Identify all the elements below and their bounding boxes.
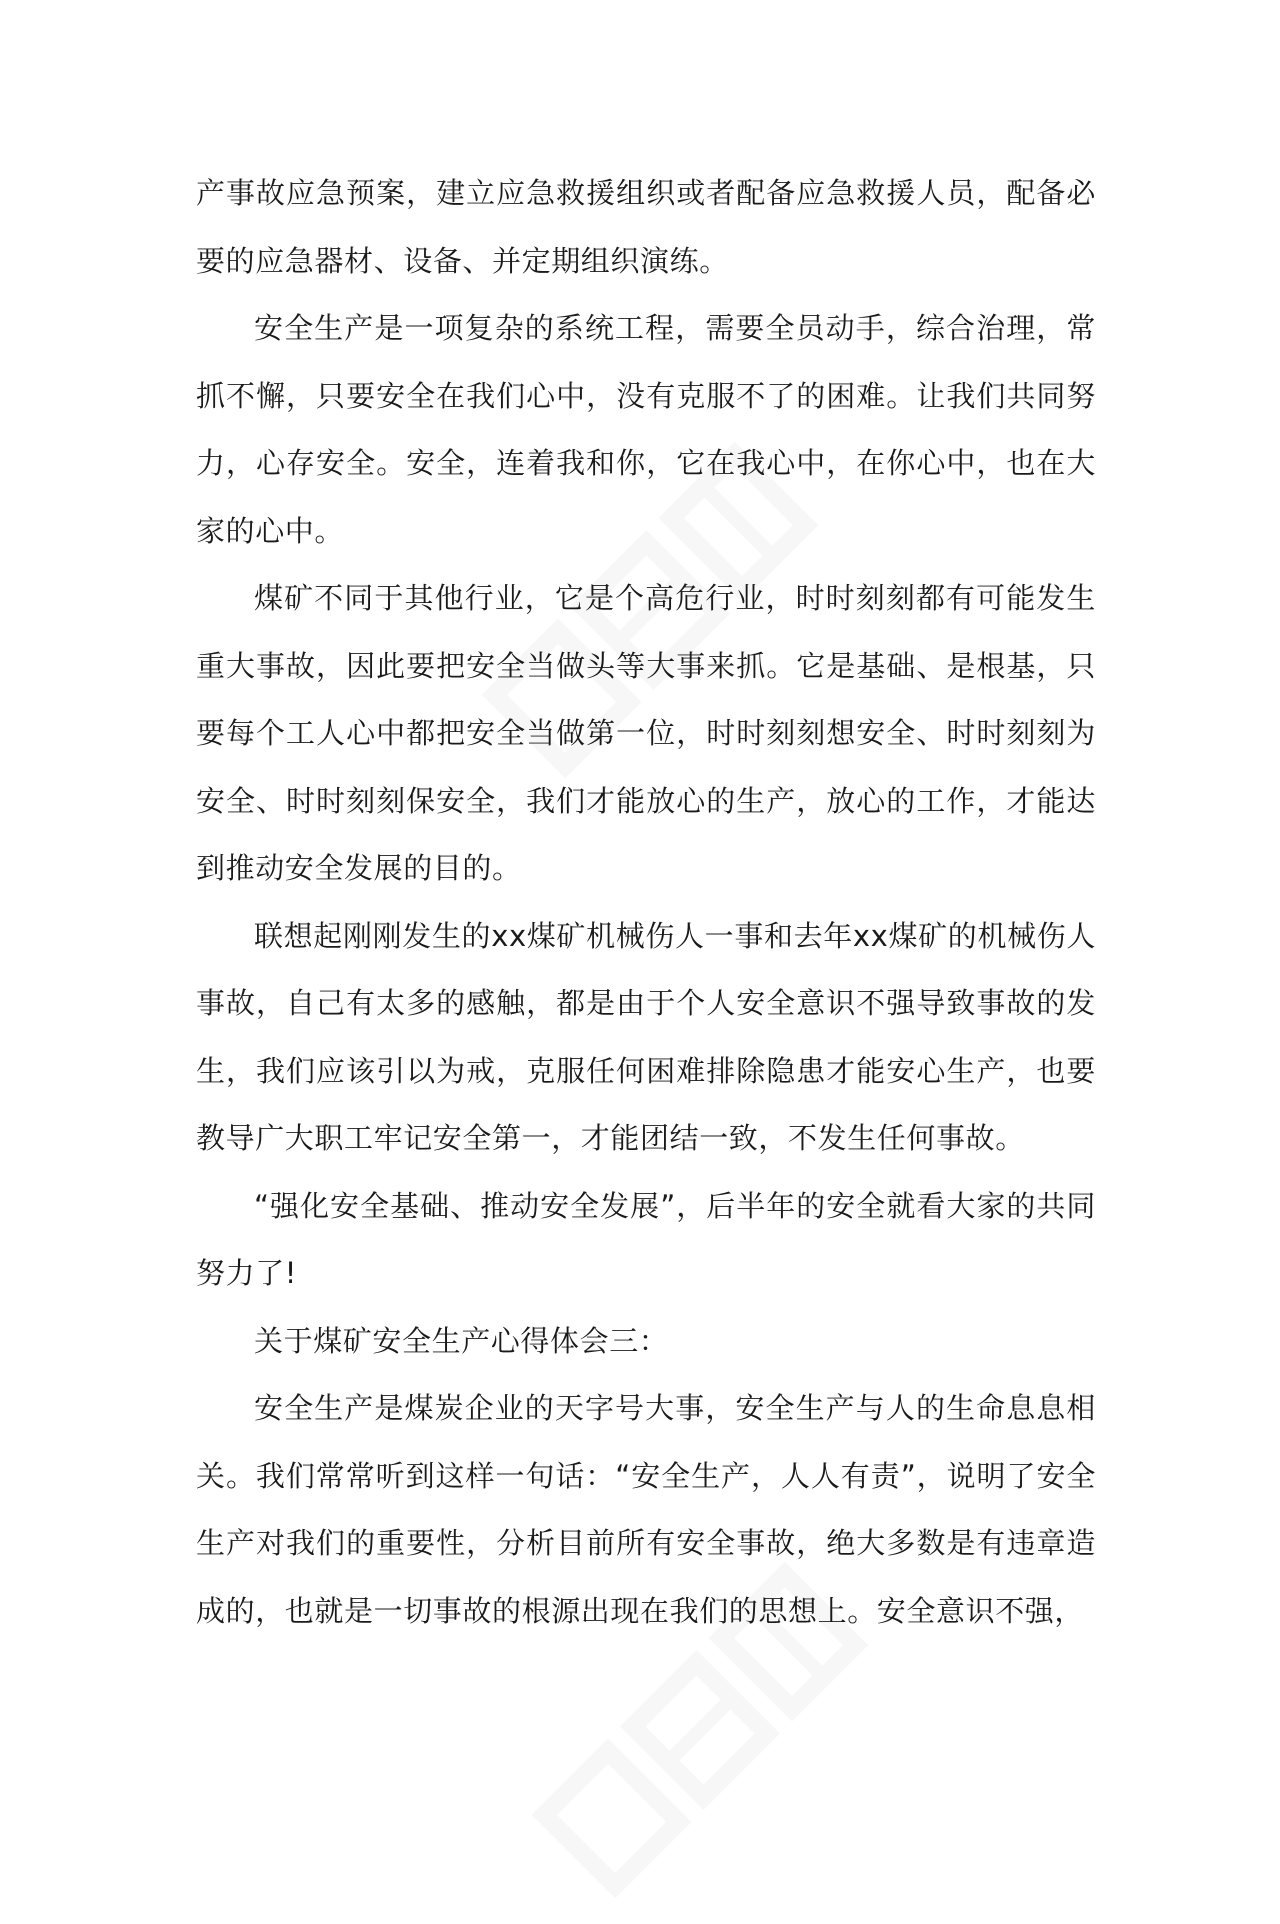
paragraph-7: 安全生产是煤炭企业的天字号大事，安全生产与人的生命息息相关。我们常常听到这样一句话：“安全生产，人人有责”，说明了安全生产对我们的重要性，分析目前所有安全事故，绝大多数是有违章造成的，也就是一切事故的根源出现在我们的思想上。安全意识不强， <box>196 1391 1096 1628</box>
paragraph-1: 产事故应急预案，建立应急救援组织或者配备应急救援人员，配备必要的应急器材、设备、并定期组织演练。 <box>196 176 1096 278</box>
paragraph-5: “强化安全基础、推动安全发展”，后半年的安全就看大家的共同努力了! <box>196 1188 1096 1290</box>
paragraph-4: 联想起刚刚发生的xx煤矿机械伤人一事和去年xx煤矿的机械伤人事故，自己有太多的感触，都是由于个人安全意识不强导致事故的发生，我们应该引以为戒，克服任何困难排除隐患才能安心生产，也要教导广大职工牢记安全第一，才能团结一致，不发生任何事故。 <box>196 918 1096 1155</box>
document-body <box>196 160 1096 1645</box>
paragraph-3: 煤矿不同于其他行业，它是个高危行业，时时刻刻都有可能发生重大事故，因此要把安全当做头等大事来抓。它是基础、是根基，只要每个工人心中都把安全当做第一位，时时刻刻想安全、时时刻刻为安全、时时刻刻保安全，我们才能放心的生产，放心的工作，才能达到推动安全发展的目的。 <box>196 581 1096 885</box>
paragraph-2: 安全生产是一项复杂的系统工程，需要全员动手，综合治理，常抓不懈，只要安全在我们心中，没有克服不了的困难。让我们共同努力，心存安全。安全，连着我和你，它在我心中，在你心中，也在大家的心中。 <box>196 311 1096 548</box>
section-heading: 关于煤矿安全生产心得体会三： <box>254 1323 669 1358</box>
